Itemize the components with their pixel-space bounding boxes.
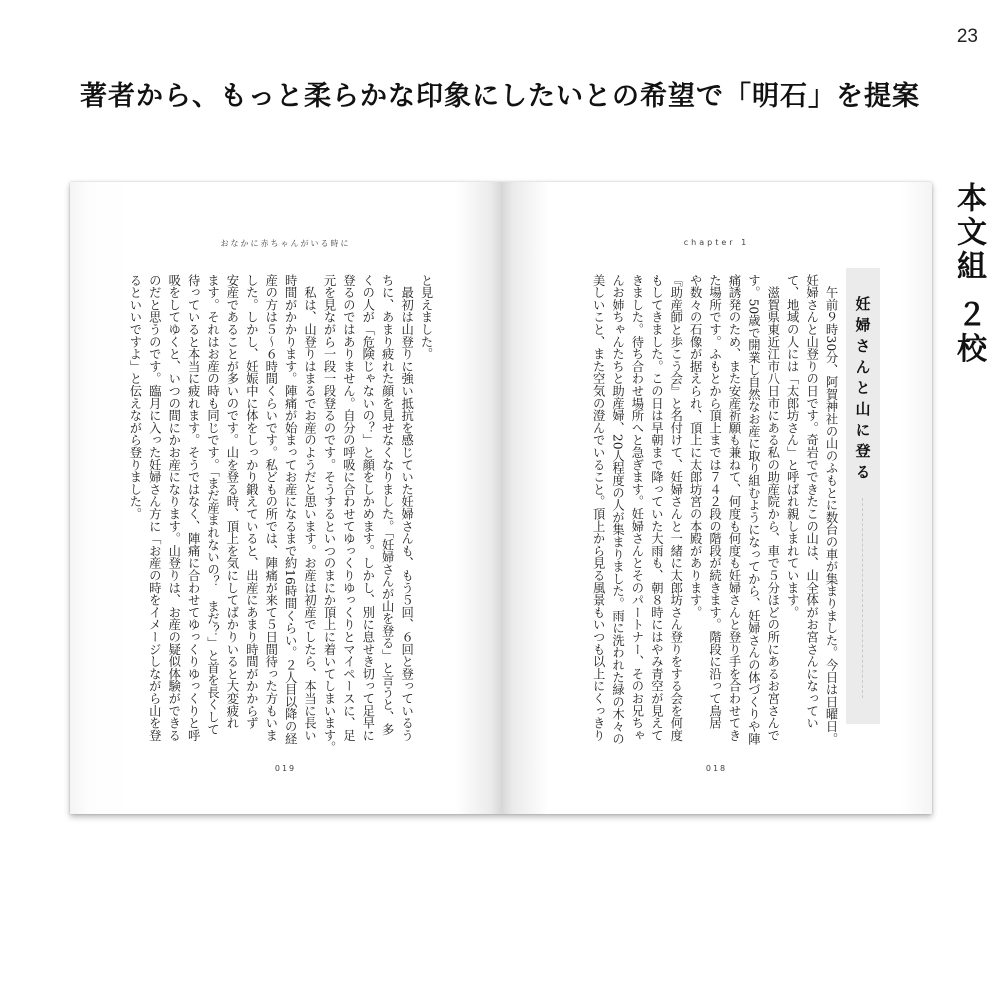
- left-running-head: おなかに赤ちゃんがいる時に: [220, 239, 351, 248]
- text-line: 午前９時30分、阿賀神社の山のふもとに数台の車が集まりました。今日は日曜日。: [824, 274, 838, 745]
- text-line: した。しかし、妊娠中に体をしっかり鍛えていると、出産にあまり時間がかからず: [244, 274, 259, 730]
- text-line: 痛誘発のため、また安産祈願も兼ねて、何度も何度も妊婦さんと登り手を合わせてき: [726, 274, 741, 742]
- text-line: 元を見ながら一段一段登るのです。そうするといつのまにか頂上に着いてしまいます。: [321, 274, 336, 754]
- right-running-head: chapter 1: [683, 238, 750, 247]
- text-line: ちに、あまり疲れた顔を見せなくなりました。「妊婦さんが山を登る」と言うと、多: [380, 274, 395, 736]
- text-line: 安産であることが多いのです。山を登る時、頂上を気にしてばかりいると大変疲れ: [224, 274, 239, 730]
- text-line: 私は、山登りはまるでお産のようだと思います。お産は初産でしたら、本当に長い: [302, 274, 317, 742]
- text-line: んお姉ちゃんたちと助産婦、20人程度の人が集まりました。雨に洗われた緑の木々の: [610, 274, 625, 745]
- text-line: す。50歳で開業し自然なお産に取り組むようになってから、妊婦さんの体づくりや陣: [746, 274, 761, 745]
- right-body-text: [588, 274, 840, 745]
- text-line: きました。待ち合わせ場所へと急ぎます。妊婦さんとそのパートナー、そのお兄ちゃ: [629, 274, 644, 742]
- text-line: た場所です。ふもとから頂上までは７４２段の階段が続きます。階段に沿って鳥居: [707, 274, 722, 730]
- text-line: 吸をしてゆくと、いつの間にかお産になります。山登りは、お産の疑似体験ができる: [166, 274, 181, 742]
- text-line: 登るのではありません。自分の呼吸に合わせてゆっくりゆっくりとマイペースに、足: [341, 274, 356, 742]
- open-book-spread: [70, 182, 932, 814]
- text-line: 待っていると本当に疲れます。そうではなく、陣痛に合わせてゆっくりゆっくりと呼: [186, 274, 201, 742]
- right-folio: 018: [705, 764, 728, 773]
- text-line: もしてきました。この日は早朝まで降っていた大雨も、朝８時にはやみ青空が見えて: [649, 274, 664, 742]
- text-line: 美しいこと、また空気の澄んでいること。頂上から見る風景もいつも以上にくっきり: [591, 274, 606, 742]
- text-line: くの人が「危険じゃないの？」と顔をしかめます。しかし、別に息せき切って足早に: [360, 274, 375, 742]
- chapter-divider: [862, 498, 863, 698]
- text-line: ます。それはお産の時も同じです。「まだ産まれないの？ まだ？」と首を長くして: [205, 274, 220, 736]
- text-line: 滋賀県東近江市八日市にある私の助産院から、車で５分ほどの所にあるお宮さんで: [765, 274, 780, 742]
- text-line: 妊婦さんと山登りの日です。奇岩でできたこの山は、山全体がお宮さんになってい: [804, 274, 819, 730]
- side-label: 本文組 ２校: [951, 182, 986, 367]
- text-line: 時間がかかります。陣痛が始まってお産になるまで約16時間くらい。２人目以降の経: [283, 274, 298, 745]
- text-line: や数々の石像が据えられ、頂上に太郎坊宮の本殿があります。: [688, 274, 703, 619]
- text-line: 『助産師と歩こう会』と名付けて、妊婦さんと一緒に太郎坊さん登りをする会を何度: [668, 274, 683, 742]
- right-page: [501, 182, 932, 814]
- page-number: 23: [956, 26, 978, 47]
- text-line: るといいですよ」と伝えながら登りました。: [127, 274, 142, 520]
- left-body-text: [125, 274, 436, 754]
- slide-headline: 著者から、もっと柔らかな印象にしたいとの希望で「明石」を提案: [80, 81, 920, 112]
- text-line: て、地域の人には「太郎坊さん」と呼ばれ親しまれています。: [785, 274, 800, 619]
- chapter-title-tab: [846, 268, 880, 724]
- text-line: 産の方は５〜６時間くらいです。私どもの所では、陣痛が来て５日間待った方もいま: [263, 274, 278, 742]
- chapter-title: 妊婦さんと山に登る: [853, 296, 872, 485]
- left-page: [70, 182, 501, 814]
- text-line: と見えました。: [419, 274, 433, 361]
- text-line: のだと思うのです。臨月に入った妊婦さん方に「お産の時をイメージしながら山を登: [147, 274, 162, 742]
- text-line: 最初は山登りに強い抵抗を感じていた妊婦さんも、もう５回、６回と登っているう: [399, 274, 414, 742]
- left-folio: 019: [274, 764, 297, 773]
